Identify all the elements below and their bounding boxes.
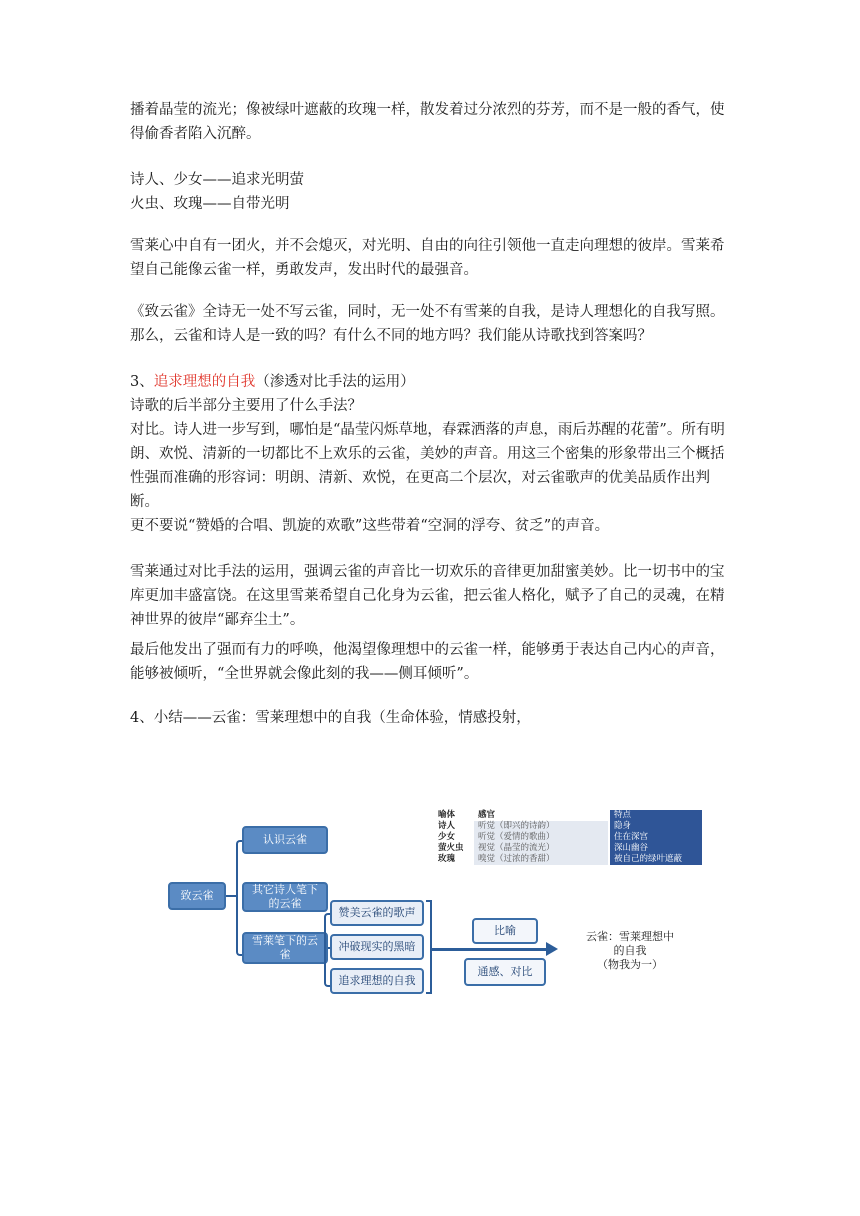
level1-node-2: 其它诗人笔下的云雀 [242, 882, 328, 912]
question: 诗歌的后半部分主要用了什么手法？ [130, 398, 362, 414]
level2-node-1: 赞美云雀的歌声 [330, 900, 424, 926]
answer-paragraph: 对比。诗人进一步写到，哪怕是“晶莹闪烁草地，春霖洒落的声息，雨后苏醒的花蕾”。所有明朗、欢悦、清新的一切都比不上欢乐的云雀，美妙的声音。用这三个密集的形象带出三个概括性强而准确的形容词：明朗、清新、欢悦，在更高二个层次，对云雀歌声的优美品质作出判断。 [130, 422, 725, 510]
table-row: 少女 听觉（爱情的歌曲） 住在深宫 [438, 832, 702, 843]
connector [226, 895, 236, 897]
contrast-line-1: 诗人、少女——追求光明萤 [130, 172, 304, 188]
paragraph-8: 更不要说“赞婚的合唱、凯旋的欢歌”这些带着“空洞的浮夸、贫乏”的声音。 [130, 518, 610, 534]
paragraph-10: 最后他发出了强而有力的呼唤，他渴望像理想中的云雀一样，能够勇于表达自己内心的声音，能够被倾听，“全世界就会像此刻的我——侧耳倾听”。 [130, 642, 725, 682]
main-arrow-line [432, 948, 550, 951]
section-3 [130, 370, 730, 538]
table-row: 诗人 听觉（即兴的诗韵） 隐身 [438, 821, 702, 832]
paragraph-9: 雪莱通过对比手法的运用，强调云雀的声音比一切欢乐的音律更加甜蜜美妙。比一切书中的宝库更加丰盛富饶。在这里雪莱希望自己化身为云雀，把云雀人格化，赋予了自己的灵魂，在精神世界的彼岸“鄙弃尘土”。 [130, 564, 725, 628]
method-metaphor-box: 比喻 [472, 918, 538, 944]
section-4-summary: 4、小结——云雀：雪莱理想中的自我（生命体验，情感投射， [130, 710, 531, 726]
level2-node-2: 冲破现实的黑暗 [330, 934, 424, 960]
paragraph-4: 《致云雀》全诗无一处不写云雀，同时，无一处不有雪莱的自我，是诗人理想化的自我写照。那么，云雀和诗人是一致的吗？有什么不同的地方吗？我们能从诗歌找到答案吗？ [130, 304, 725, 344]
section-3-title: 追求理想的自我 [153, 374, 256, 390]
section-3-heading: 3、追求理想的自我（渗透对比手法的运用） [130, 374, 415, 390]
level1-node-1: 认识云雀 [242, 826, 328, 854]
table-header: 喻体 感官 特点 [438, 810, 702, 821]
level1-node-3: 雪莱笔下的云雀 [242, 932, 328, 964]
method-contrast-box: 通感、对比 [464, 958, 546, 986]
conclusion-text: 云雀：雪莱理想中 的自我 （物我为一） [586, 930, 674, 971]
contrast-line-2: 火虫、玫瑰——自带光明 [130, 196, 290, 212]
metaphor-table [438, 810, 702, 865]
root-node: 致云雀 [168, 882, 226, 910]
connector [430, 900, 432, 994]
paragraph-contrast [130, 168, 730, 216]
mind-map-diagram [160, 800, 700, 1000]
table-row: 玫瑰 嗅觉（过浓的香甜） 被自己的绿叶遮蔽 [438, 854, 702, 865]
paragraph-1: 播着晶莹的流光；像被绿叶遮蔽的玫瑰一样，散发着过分浓烈的芬芳，而不是一般的香气，使得偷香者陷入沉醉。 [130, 102, 725, 142]
table-row: 萤火虫 视觉（晶莹的流光） 深山幽谷 [438, 843, 702, 854]
paragraph-3: 雪莱心中自有一团火，并不会熄灭，对光明、自由的向往引领他一直走向理想的彼岸。雪莱希望自己能像云雀一样，勇敢发声，发出时代的最强音。 [130, 238, 725, 278]
level2-node-3: 追求理想的自我 [330, 968, 424, 994]
connector [426, 992, 432, 994]
arrow-head-icon [546, 942, 558, 956]
